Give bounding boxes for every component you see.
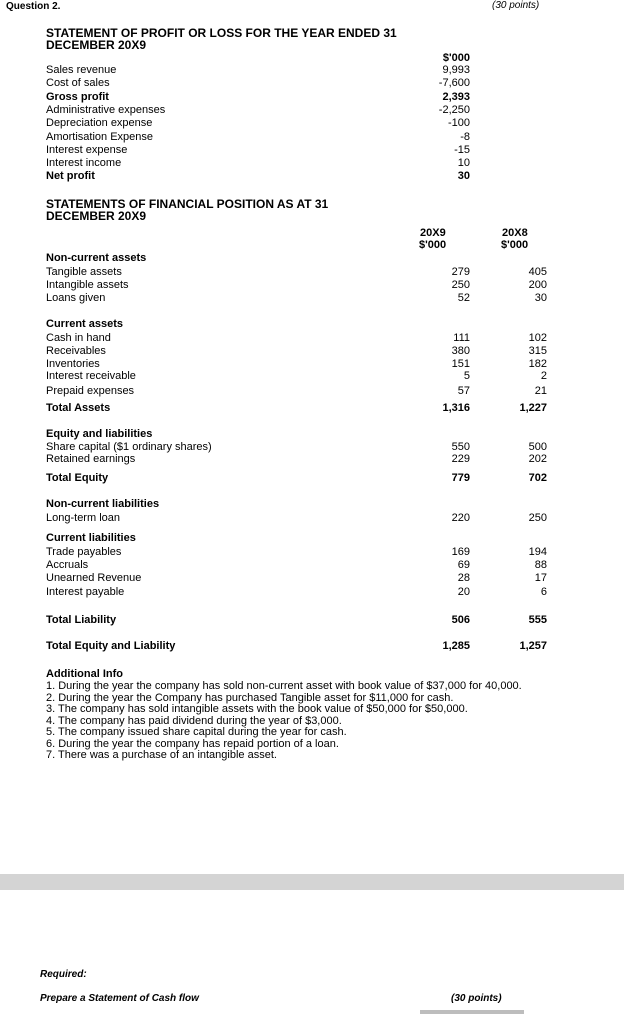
additional-info-item: 7. There was a purchase of an intangible asset. <box>46 749 277 761</box>
pl-title-line1: STATEMENT OF PROFIT OR LOSS FOR THE YEAR ENDED 31 <box>46 26 397 40</box>
total-equity-20x8: 702 <box>528 472 547 484</box>
noncurrent-row-20x8: 30 <box>534 292 547 304</box>
total-equity-20x9: 779 <box>451 472 470 484</box>
total-assets-label: Total Assets <box>46 402 111 414</box>
sfp-title-line2: DECEMBER 20X9 <box>46 209 147 223</box>
noncurrent-row-label: Intangible assets <box>46 279 129 291</box>
equity-liabilities-heading: Equity and liabilities <box>46 428 153 440</box>
additional-info-item: 4. The company has paid dividend during the year of $3,000. <box>46 715 342 727</box>
current-row-label: Interest receivable <box>46 370 136 382</box>
pl-row-value: 9,993 <box>442 64 470 76</box>
current-row-20x9: 151 <box>451 358 470 370</box>
total-liability-label: Total Liability <box>46 614 117 626</box>
pl-row-label: Interest expense <box>46 144 128 156</box>
equity-row-label: Retained earnings <box>46 453 136 465</box>
pl-row-label: Gross profit <box>46 91 109 103</box>
noncurrent-row-label: Loans given <box>46 292 106 304</box>
ncl-row-label: Long-term loan <box>46 512 120 524</box>
current-assets-heading: Current assets <box>46 318 124 330</box>
pl-row-value: -2,250 <box>438 104 470 116</box>
additional-info-item: 1. During the year the company has sold non-current asset with book value of $37,000 for 40,000. <box>46 680 522 692</box>
ncl-row-20x8: 250 <box>528 512 547 524</box>
sfp-title-line1: STATEMENTS OF FINANCIAL POSITION AS AT 31 <box>46 197 329 211</box>
additional-info-item: 5. The company issued share capital during the year for cash. <box>46 726 347 738</box>
total-equity-liability-label: Total Equity and Liability <box>46 640 176 652</box>
current-row-20x9: 57 <box>457 385 470 397</box>
noncurrent-assets-heading: Non-current assets <box>46 252 147 264</box>
current-row-20x8: 102 <box>528 332 547 344</box>
total-liability-20x8: 555 <box>528 614 547 626</box>
additional-info-item: 6. During the year the company has repaid portion of a loan. <box>46 738 339 750</box>
current-row-label: Inventories <box>46 358 100 370</box>
cl-row-label: Trade payables <box>46 546 122 558</box>
total-equity-liability-20x8: 1,257 <box>519 640 547 652</box>
ncl-row-20x9: 220 <box>451 512 470 524</box>
pl-row-label: Amortisation Expense <box>46 131 153 143</box>
cl-row-20x8: 6 <box>540 586 547 598</box>
additional-info-item: 2. During the year the Company has purchased Tangible asset for $11,000 for cash. <box>46 692 454 704</box>
noncurrent-row-20x9: 250 <box>451 279 470 291</box>
current-row-label: Receivables <box>46 345 106 357</box>
sfp-col1-unit: $'000 <box>419 239 447 251</box>
question-points: (30 points) <box>492 0 540 11</box>
noncurrent-row-20x9: 279 <box>451 266 470 278</box>
equity-row-20x9: 550 <box>451 441 470 453</box>
cl-row-20x9: 169 <box>451 546 470 558</box>
pl-row-value: 10 <box>457 157 470 169</box>
pl-row-value: -15 <box>454 144 470 156</box>
noncurrent-liabilities-heading: Non-current liabilities <box>46 498 160 510</box>
page-separator <box>0 874 624 890</box>
pl-row-label: Depreciation expense <box>46 117 153 129</box>
bottom-gray-bar <box>420 1010 524 1014</box>
cl-row-label: Accruals <box>46 559 89 571</box>
pl-row-value: 2,393 <box>442 91 470 103</box>
current-row-20x9: 380 <box>451 345 470 357</box>
sfp-col2-unit: $'000 <box>501 239 529 251</box>
current-row-label: Prepaid expenses <box>46 385 135 397</box>
pl-row-value: 30 <box>457 170 470 182</box>
equity-row-20x9: 229 <box>451 453 470 465</box>
pl-row-label: Administrative expenses <box>46 104 166 116</box>
cl-row-20x8: 194 <box>528 546 547 558</box>
current-row-20x9: 111 <box>453 332 470 344</box>
equity-row-20x8: 500 <box>528 441 547 453</box>
cl-row-20x9: 20 <box>457 586 470 598</box>
current-liabilities-heading: Current liabilities <box>46 532 136 544</box>
equity-row-20x8: 202 <box>528 453 547 465</box>
cl-row-20x8: 17 <box>534 572 547 584</box>
cl-row-label: Interest payable <box>46 586 125 598</box>
additional-info-heading: Additional Info <box>46 668 123 680</box>
total-equity-liability-20x9: 1,285 <box>442 640 470 652</box>
pl-row-label: Net profit <box>46 170 95 182</box>
noncurrent-row-20x8: 200 <box>528 279 547 291</box>
current-row-20x8: 21 <box>534 385 547 397</box>
noncurrent-row-label: Tangible assets <box>46 266 122 278</box>
pl-row-label: Sales revenue <box>46 64 117 76</box>
sfp-col2-year: 20X8 <box>502 227 528 239</box>
required-label: Required: <box>40 969 87 980</box>
total-equity-label: Total Equity <box>46 472 109 484</box>
current-row-20x8: 2 <box>540 370 547 382</box>
noncurrent-row-20x9: 52 <box>457 292 470 304</box>
current-row-20x8: 182 <box>528 358 547 370</box>
cl-row-20x8: 88 <box>534 559 547 571</box>
pl-unit-header: $'000 <box>442 52 470 64</box>
cl-row-20x9: 69 <box>457 559 470 571</box>
required-points: (30 points) <box>451 993 502 1004</box>
additional-info-item: 3. The company has sold intangible assets with the book value of $50,000 for $50,000. <box>46 703 468 715</box>
required-task: Prepare a Statement of Cash flow <box>40 993 199 1004</box>
pl-row-value: -100 <box>447 117 470 129</box>
current-row-label: Cash in hand <box>46 332 111 344</box>
sfp-col1-year: 20X9 <box>420 227 446 239</box>
pl-row-value: -7,600 <box>438 77 470 89</box>
cl-row-label: Unearned Revenue <box>46 572 142 584</box>
cl-row-20x9: 28 <box>457 572 470 584</box>
equity-row-label: Share capital ($1 ordinary shares) <box>46 441 212 453</box>
pl-row-value: -8 <box>460 131 470 143</box>
total-liability-20x9: 506 <box>451 614 470 626</box>
total-assets-20x9: 1,316 <box>442 402 470 414</box>
current-row-20x8: 315 <box>528 345 547 357</box>
question-title: Question 2. <box>6 1 61 12</box>
pl-row-label: Interest income <box>46 157 122 169</box>
pl-title-line2: DECEMBER 20X9 <box>46 38 147 52</box>
total-assets-20x8: 1,227 <box>519 402 547 414</box>
pl-row-label: Cost of sales <box>46 77 110 89</box>
current-row-20x9: 5 <box>463 370 470 382</box>
noncurrent-row-20x8: 405 <box>528 266 547 278</box>
